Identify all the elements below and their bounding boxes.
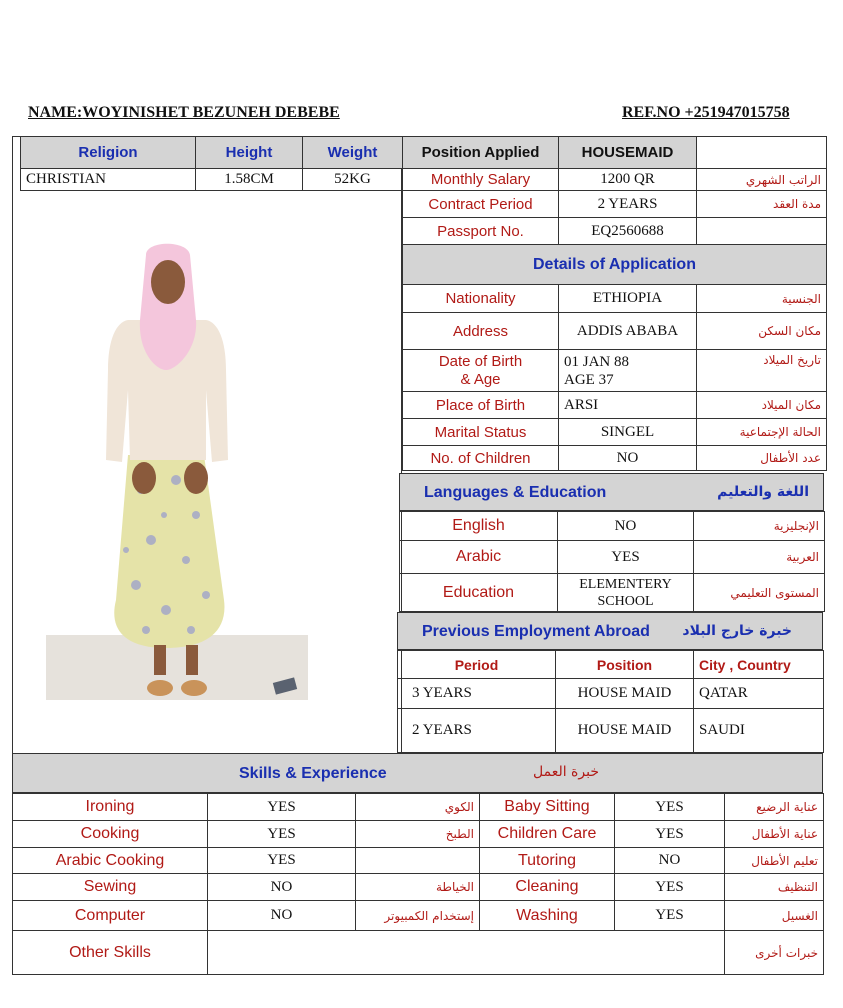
- education-arabic: المستوى التعليمي: [694, 574, 825, 612]
- employment-position: HOUSE MAID: [556, 679, 694, 709]
- employment-table: [397, 650, 824, 753]
- applicant-photo: [46, 240, 308, 700]
- skill-arabic-cooking-arabic: [356, 848, 480, 874]
- date-of-birth-arabic: تاريخ الميلاد: [697, 350, 827, 392]
- skill-sewing-arabic: الخياطة: [356, 874, 480, 901]
- skill-cleaning-value: YES: [615, 874, 725, 901]
- english-arabic: الإنجليزية: [694, 512, 825, 541]
- skill-sewing-label: Sewing: [13, 874, 208, 901]
- employment-country: QATAR: [694, 679, 824, 709]
- nationality-value: ETHIOPIA: [559, 285, 697, 313]
- city-country-header: City , Country: [694, 651, 824, 679]
- skills-title-arabic: خبرة العمل: [533, 764, 599, 780]
- weight-header: Weight: [303, 137, 403, 169]
- table-row: [403, 313, 827, 350]
- table-row: [13, 821, 824, 848]
- skills-table: [12, 793, 824, 975]
- table-row: [13, 794, 824, 821]
- other-skills-label: Other Skills: [13, 931, 208, 975]
- contract-period-arabic: مدة العقد: [697, 191, 827, 218]
- period-header: Period: [398, 651, 556, 679]
- skill-ironing-label: Ironing: [13, 794, 208, 821]
- date-of-birth-label: Date of Birth & Age: [403, 350, 559, 392]
- languages-table: [399, 511, 825, 612]
- other-skills-arabic: خبرات أخرى: [725, 931, 824, 975]
- skill-tutoring-value: NO: [615, 848, 725, 874]
- skill-arabic-cooking-value: YES: [208, 848, 356, 874]
- skills-title: Skills & Experience: [239, 765, 387, 782]
- weight-value: 52KG: [303, 169, 403, 191]
- skill-children-care-label: Children Care: [480, 821, 615, 848]
- children-arabic: عدد الأطفال: [697, 446, 827, 471]
- languages-title: Languages & Education: [424, 484, 607, 501]
- details-of-application-title: Details of Application: [403, 245, 827, 285]
- skill-baby-sitting-arabic: عناية الرضيع: [725, 794, 824, 821]
- skill-baby-sitting-label: Baby Sitting: [480, 794, 615, 821]
- english-label: English: [400, 512, 558, 541]
- applicant-name: NAME:WOYINISHET BEZUNEH DEBEBE: [28, 104, 340, 121]
- employment-country: SAUDI: [694, 709, 824, 753]
- monthly-salary-label: Monthly Salary: [403, 169, 559, 191]
- marital-status-label: Marital Status: [403, 419, 559, 446]
- skill-cleaning-label: Cleaning: [480, 874, 615, 901]
- skill-baby-sitting-value: YES: [615, 794, 725, 821]
- religion-header: Religion: [21, 137, 196, 169]
- employment-period: 3 YEARS: [398, 679, 556, 709]
- skill-cooking-arabic: الطبخ: [356, 821, 480, 848]
- employment-title-bar: [397, 612, 823, 650]
- table-row: [13, 901, 824, 931]
- skill-cleaning-arabic: التنظيف: [725, 874, 824, 901]
- education-value: ELEMENTERY SCHOOL: [558, 574, 694, 612]
- skill-tutoring-label: Tutoring: [480, 848, 615, 874]
- table-row: [13, 848, 824, 874]
- skill-arabic-cooking-label: Arabic Cooking: [13, 848, 208, 874]
- skill-children-care-arabic: عناية الأطفال: [725, 821, 824, 848]
- arabic-label: Arabic: [400, 541, 558, 574]
- skills-title-bar: [12, 753, 823, 793]
- children-label: No. of Children: [403, 446, 559, 471]
- other-skills-value: [208, 931, 725, 975]
- employment-title: Previous Employment Abroad: [422, 623, 650, 640]
- table-row: [13, 874, 824, 901]
- table-row: [398, 679, 824, 709]
- place-of-birth-arabic: مكان الميلاد: [697, 392, 827, 419]
- personal-table: [20, 136, 403, 191]
- skill-washing-label: Washing: [480, 901, 615, 931]
- passport-value: EQ2560688: [559, 218, 697, 245]
- skill-computer-arabic: إستخدام الكمبيوتر: [356, 901, 480, 931]
- monthly-salary-arabic: الراتب الشهري: [697, 169, 827, 191]
- table-row: [400, 574, 825, 612]
- religion-value: CHRISTIAN: [21, 169, 196, 191]
- address-arabic: مكان السكن: [697, 313, 827, 350]
- passport-label: Passport No.: [403, 218, 559, 245]
- table-row: [403, 392, 827, 419]
- languages-title-bar: [399, 473, 824, 511]
- table-row: [403, 419, 827, 446]
- skill-cooking-label: Cooking: [13, 821, 208, 848]
- reference-number: REF.NO +251947015758: [622, 104, 790, 121]
- height-header: Height: [196, 137, 303, 169]
- table-row: [398, 709, 824, 753]
- skill-children-care-value: YES: [615, 821, 725, 848]
- contract-period-label: Contract Period: [403, 191, 559, 218]
- contract-period-value: 2 YEARS: [559, 191, 697, 218]
- table-row: [400, 541, 825, 574]
- table-row: [403, 446, 827, 471]
- application-table: [402, 136, 827, 471]
- skill-washing-value: YES: [615, 901, 725, 931]
- english-value: NO: [558, 512, 694, 541]
- table-row: [403, 285, 827, 313]
- monthly-salary-value: 1200 QR: [559, 169, 697, 191]
- employment-period: 2 YEARS: [398, 709, 556, 753]
- table-row: [403, 350, 827, 392]
- skill-sewing-value: NO: [208, 874, 356, 901]
- position-applied-value: HOUSEMAID: [559, 137, 697, 169]
- place-of-birth-label: Place of Birth: [403, 392, 559, 419]
- height-value: 1.58CM: [196, 169, 303, 191]
- position-applied-label: Position Applied: [403, 137, 559, 169]
- marital-status-arabic: الحالة الإجتماعية: [697, 419, 827, 446]
- position-header: Position: [556, 651, 694, 679]
- nationality-label: Nationality: [403, 285, 559, 313]
- skill-tutoring-arabic: تعليم الأطفال: [725, 848, 824, 874]
- skill-ironing-value: YES: [208, 794, 356, 821]
- employment-title-arabic: خبرة خارج البلاد: [682, 623, 792, 639]
- address-label: Address: [403, 313, 559, 350]
- table-row: [13, 931, 824, 975]
- employment-position: HOUSE MAID: [556, 709, 694, 753]
- nationality-arabic: الجنسية: [697, 285, 827, 313]
- arabic-arabic: العربية: [694, 541, 825, 574]
- education-label: Education: [400, 574, 558, 612]
- arabic-value: YES: [558, 541, 694, 574]
- skill-washing-arabic: الغسيل: [725, 901, 824, 931]
- languages-title-arabic: اللغة والتعليم: [717, 484, 809, 500]
- skill-computer-value: NO: [208, 901, 356, 931]
- date-of-birth-value: 01 JAN 88 AGE 37: [559, 350, 697, 392]
- place-of-birth-value: ARSI: [559, 392, 697, 419]
- address-value: ADDIS ABABA: [559, 313, 697, 350]
- table-row: [400, 512, 825, 541]
- skill-computer-label: Computer: [13, 901, 208, 931]
- skill-ironing-arabic: الكوي: [356, 794, 480, 821]
- children-value: NO: [559, 446, 697, 471]
- marital-status-value: SINGEL: [559, 419, 697, 446]
- skill-cooking-value: YES: [208, 821, 356, 848]
